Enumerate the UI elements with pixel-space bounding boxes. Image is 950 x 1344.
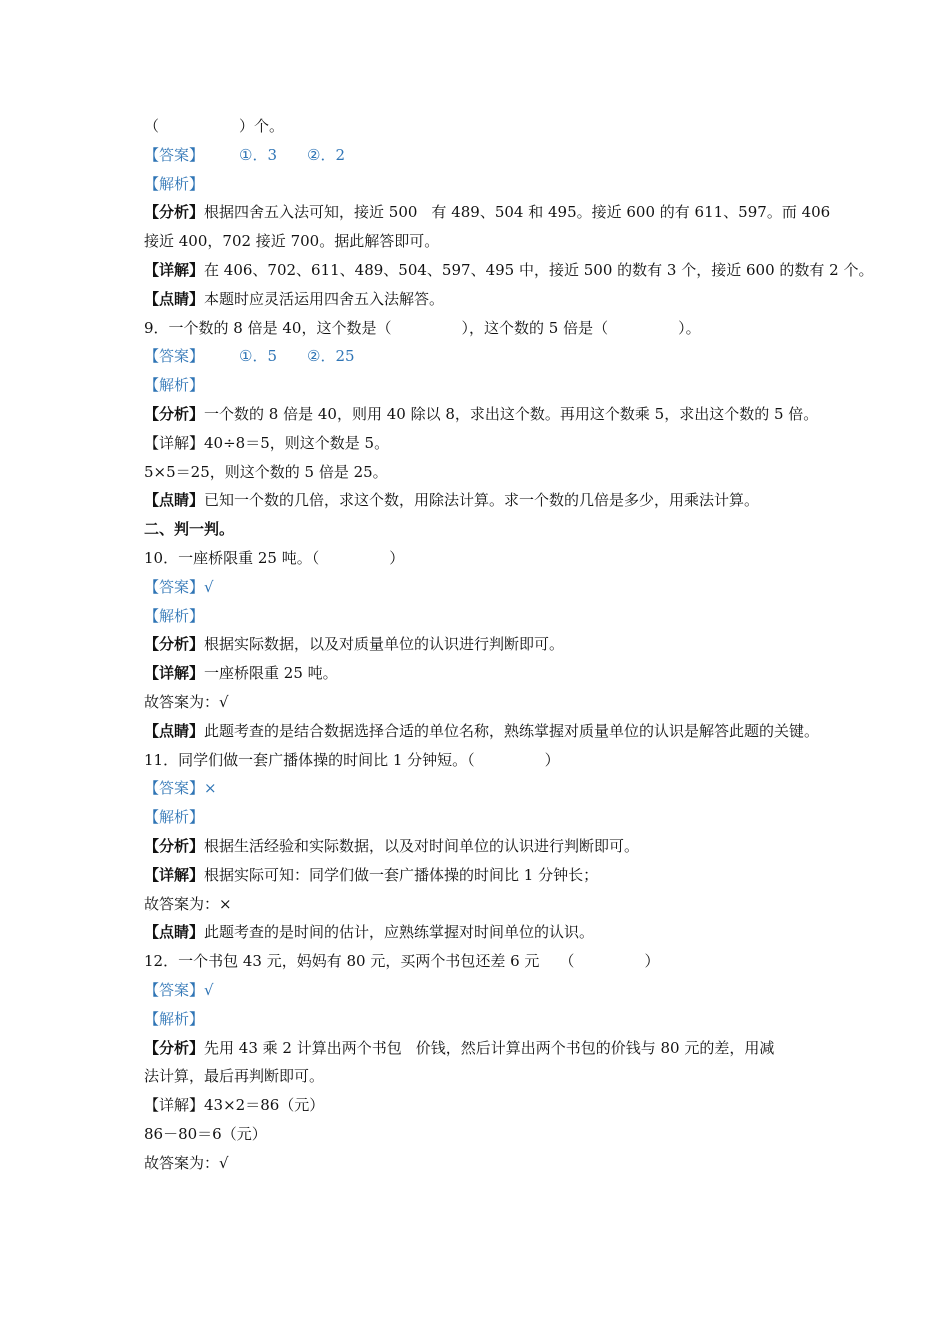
q11-fenxi: 【分析】根据生活经验和实际数据，以及对时间单位的认识进行判断即可。 bbox=[144, 836, 640, 855]
q11-conclusion: 故答案为：× bbox=[144, 894, 232, 913]
document-page bbox=[144, 112, 874, 1177]
q10-fenxi: 【分析】根据实际数据，以及对质量单位的认识进行判断即可。 bbox=[144, 635, 565, 654]
q8-dianjing: 【点睛】本题时应灵活运用四舍五入法解答。 bbox=[144, 289, 445, 308]
q12-fenxi: 【分析】先用 43 乘 2 计算出两个书包 价钱，然后计算出两个书包的价钱与 80 元的差，用减 bbox=[144, 1038, 775, 1057]
q11-xiangjie: 【详解】根据实际可知：同学们做一套广播体操的时间比 1 分钟长； bbox=[144, 865, 599, 884]
q9-xiangjie: 【详解】40÷8＝5，则这个数是 5。 bbox=[144, 433, 390, 452]
q8-fenxi-cont: 接近 400，702 接近 700。据此解答即可。 bbox=[144, 232, 440, 251]
q12-conclusion: 故答案为：√ bbox=[144, 1153, 229, 1172]
q9-fenxi: 【分析】一个数的 8 倍是 40，则用 40 除以 8，求出这个数。再用这个数乘 5，求出这个数的 5 倍。 bbox=[144, 404, 819, 423]
q10-xiangjie: 【详解】一座桥限重 25 吨。 bbox=[144, 664, 338, 683]
q10-answer: 【答案】√ bbox=[144, 577, 214, 596]
q8-analysis-label: 【解析】 bbox=[144, 174, 205, 193]
q8-xiangjie: 【详解】在 406、702、611、489、504、597、495 中，接近 500 的数有 3 个，接近 600 的数有 2 个。 bbox=[144, 260, 874, 279]
q10-dianjing: 【点睛】此题考查的是结合数据选择合适的单位名称，熟练掌握对质量单位的认识是解答此题的关键。 bbox=[144, 721, 820, 740]
q9-stem: 9．一个数的 8 倍是 40，这个数是（ ），这个数的 5 倍是（ ）。 bbox=[144, 318, 701, 337]
q12-fenxi-cont: 法计算，最后再判断即可。 bbox=[144, 1067, 325, 1086]
q9-step-2: 5×5＝25，则这个数的 5 倍是 25。 bbox=[144, 462, 388, 481]
q11-analysis-label: 【解析】 bbox=[144, 808, 205, 827]
q12-analysis-label: 【解析】 bbox=[144, 1009, 205, 1028]
q10-stem: 10．一座桥限重 25 吨。（ ） bbox=[144, 548, 405, 567]
q11-answer: 【答案】× bbox=[144, 779, 217, 798]
q8-answer: 【答案】 ①．3 ②．2 bbox=[144, 145, 346, 164]
q9-analysis-label: 【解析】 bbox=[144, 376, 205, 395]
answer-label: 【答案】 bbox=[144, 145, 205, 164]
q9-dianjing: 【点睛】已知一个数的几倍，求这个数，用除法计算。求一个数的几倍是多少，用乘法计算。 bbox=[144, 491, 760, 510]
q10-analysis-label: 【解析】 bbox=[144, 606, 205, 625]
q8-fenxi: 【分析】根据四舍五入法可知，接近 500 有 489、504 和 495。接近 600 的有 611、597。而 406 bbox=[144, 203, 831, 222]
q10-conclusion: 故答案为：√ bbox=[144, 692, 229, 711]
q11-dianjing: 【点睛】此题考查的是时间的估计，应熟练掌握对时间单位的认识。 bbox=[144, 923, 595, 942]
q8-continuation: （ ）个。 bbox=[144, 117, 285, 135]
q12-step-2: 86－80＝6（元） bbox=[144, 1124, 267, 1143]
section-title: 二、判一判。 bbox=[144, 520, 235, 539]
q12-xiangjie: 【详解】43×2＝86（元） bbox=[144, 1096, 325, 1115]
q11-stem: 11．同学们做一套广播体操的时间比 1 分钟短。（ ） bbox=[144, 750, 560, 769]
q12-answer: 【答案】√ bbox=[144, 980, 214, 999]
q9-answer: 【答案】 ①．5 ②．25 bbox=[144, 347, 355, 366]
q12-stem: 12．一个书包 43 元，妈妈有 80 元，买两个书包还差 6 元 （ ） bbox=[144, 952, 660, 971]
